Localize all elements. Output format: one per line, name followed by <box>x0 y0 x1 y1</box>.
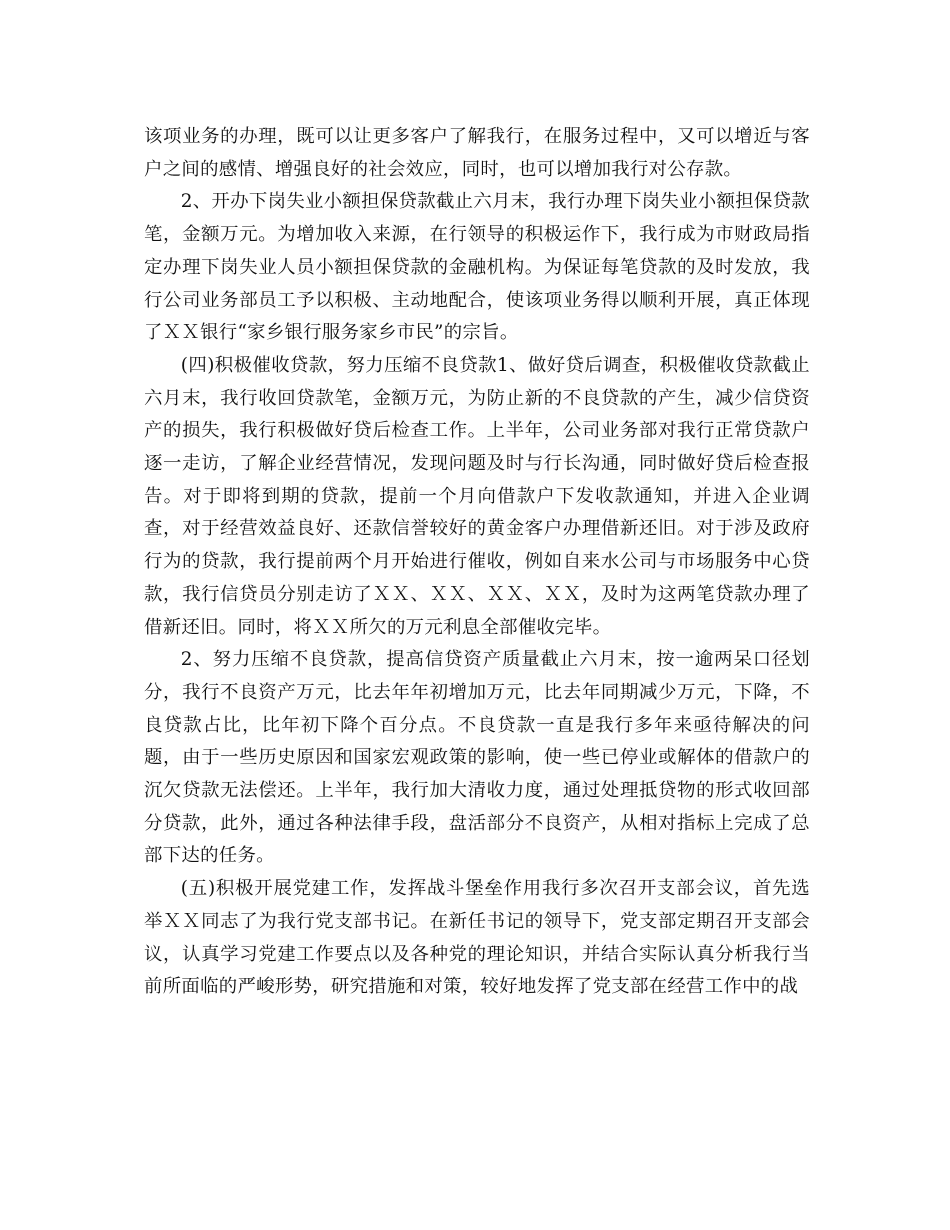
paragraph-4: 2、努力压缩不良贷款，提高信贷资产质量截止六月末，按一逾两呆口径划分，我行不良资产万元，比去年年初增加万元，比去年同期减少万元，下降，不良贷款占比，比年初下降个百分点。不良贷款一直是我行多年来亟待解决的问题，由于一些历史原因和国家宏观政策的影响，使一些已停业或解体的借款户的沉欠贷款无法偿还。上半年，我行加大清收力度，通过处理抵贷物的形式收回部分贷款，此外，通过各种法律手段，盘活部分不良资产，从相对指标上完成了总部下达的任务。 <box>144 649 810 867</box>
paragraph-3: (四)积极催收贷款，努力压缩不良贷款1、做好贷后调查，积极催收贷款截止六月末，我行收回贷款笔，金额万元，为防止新的不良贷款的产生，减少信贷资产的损失，我行积极做好贷后检查工作。上半年，公司业务部对我行正常贷款户逐一走访，了解企业经营情况，发现问题及时与行长沟通，同时做好贷后检查报告。对于即将到期的贷款，提前一个月向借款户下发收款通知，并进入企业调查，对于经营效益良好、还款信誉较好的黄金客户办理借新还旧。对于涉及政府行为的贷款，我行提前两个月开始进行催收，例如自来水公司与市场服务中心贷款，我行信贷员分别走访了ＸＸ、ＸＸ、ＸＸ、ＸＸ，及时为这两笔贷款办理了借新还旧。同时，将ＸＸ所欠的万元利息全部催收完毕。 <box>144 354 810 638</box>
paragraph-5: (五)积极开展党建工作，发挥战斗堡垒作用我行多次召开支部会议，首先选举ＸＸ同志了为我行党支部书记。在新任书记的领导下，党支部定期召开支部会议，认真学习党建工作要点以及各种党的理论知识，并结合实际认真分析我行当前所面临的严峻形势，研究措施和对策，较好地发挥了党支部在经营工作中的战 <box>144 878 810 998</box>
paragraph-1: 该项业务的办理，既可以让更多客户了解我行，在服务过程中，又可以增近与客户之间的感情、增强良好的社会效应，同时，也可以增加我行对公存款。 <box>144 126 810 180</box>
paragraph-2: 2、开办下岗失业小额担保贷款截止六月末，我行办理下岗失业小额担保贷款笔，金额万元。为增加收入来源，在行领导的积极运作下，我行成为市财政局指定办理下岗失业人员小额担保贷款的金融机构。为保证每笔贷款的及时发放，我行公司业务部员工予以积极、主动地配合，使该项业务得以顺利开展，真正体现了ＸＸ银行“家乡银行服务家乡市民”的宗旨。 <box>144 191 810 344</box>
